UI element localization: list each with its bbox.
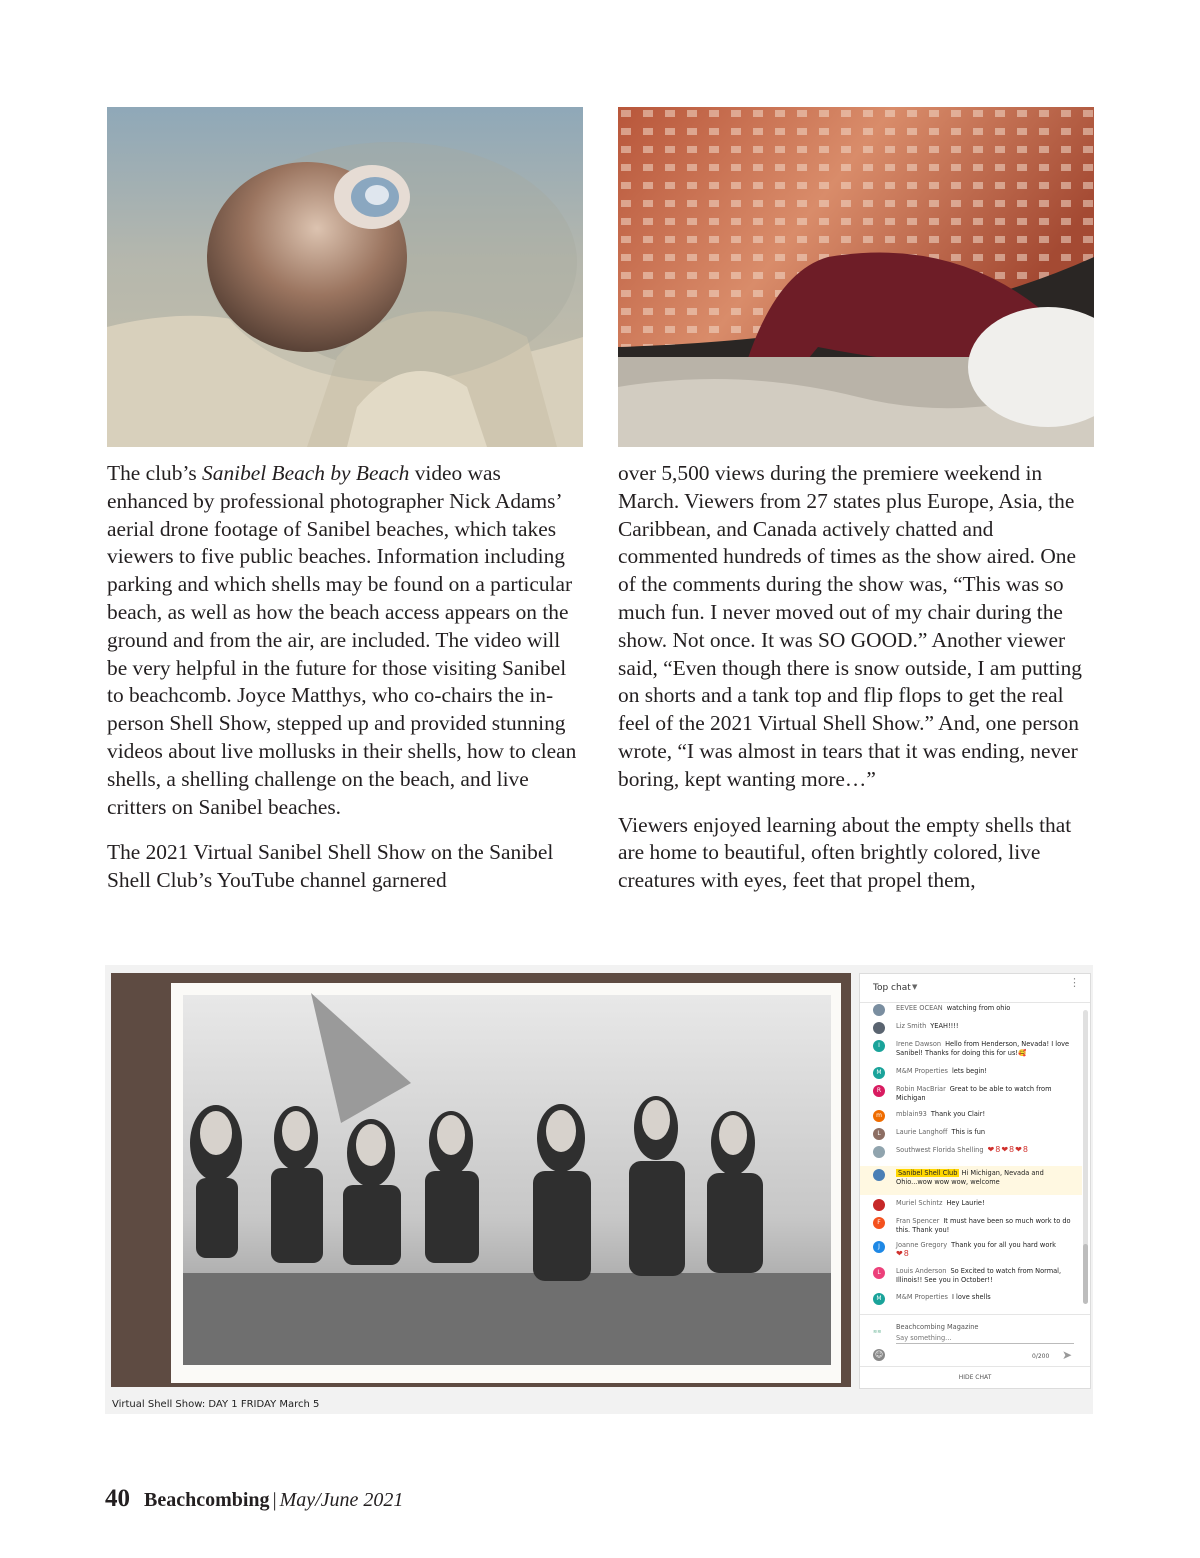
avatar: M — [873, 1293, 885, 1305]
chat-message — [860, 1110, 1082, 1128]
chat-message — [860, 1085, 1082, 1110]
chat-message — [860, 1199, 1082, 1217]
chat-message — [860, 1267, 1082, 1293]
avatar: L — [873, 1267, 885, 1279]
moon-snail-photo — [107, 107, 583, 447]
chat-author: M&M Properties — [896, 1067, 948, 1075]
char-counter: 0/200 — [1032, 1353, 1050, 1360]
top-chat-dropdown[interactable]: Top chat — [873, 983, 911, 993]
page-footer — [105, 1485, 403, 1513]
avatar — [873, 1022, 885, 1034]
chat-message — [860, 1128, 1082, 1146]
avatar: m — [873, 1110, 885, 1122]
right-column — [618, 460, 1094, 895]
chat-author: M&M Properties — [896, 1293, 948, 1301]
chat-author: EEVEE OCEAN — [896, 1004, 943, 1012]
chat-message — [860, 1067, 1082, 1085]
chat-text: Thank you Clair! — [930, 1110, 986, 1118]
stream-caption: Virtual Shell Show: DAY 1 FRIDAY March 5 — [112, 1399, 320, 1410]
chat-author: Irene Dawson — [896, 1040, 942, 1048]
avatar: J — [873, 1241, 885, 1253]
chat-message-highlighted — [860, 1166, 1082, 1195]
heart-icon: ❤8 — [896, 1248, 910, 1258]
paragraph: over 5,500 views during the premiere weekend in March. Viewers from 27 states plus Europe, Asia, the Caribbean, and Canada actively chatted and commented hundreds of times as the show aired. One of the comments during the show was, “This was so much fun. I never moved out of my chair during the show. Not once. It was SO GOOD.” Another viewer said, “Even though there is snow outside, I am putting on shorts and a tank top and flip flops to get the real feel of the 2021 Virtual Shell Show.” And, one person wrote, “I was almost in tears that it was ending, never boring, kept wanting more…” — [618, 461, 1082, 791]
avatar: M — [873, 1067, 885, 1079]
avatar: F — [873, 1217, 885, 1229]
send-icon[interactable]: ➤ — [1062, 1348, 1073, 1362]
page-number: 40 — [105, 1485, 130, 1512]
footer-separator: | — [272, 1489, 277, 1511]
text-run: The club’s — [107, 461, 203, 485]
chat-message — [860, 1022, 1082, 1040]
chat-text: It must have been so much work to do this. Thank you! — [896, 1217, 1071, 1234]
video-title: Sanibel Beach by Beach — [202, 461, 410, 485]
channel-logo-icon: ≋≋ — [873, 1329, 882, 1335]
emoji-icon[interactable]: ☺ — [874, 1350, 884, 1359]
chat-message — [860, 1217, 1082, 1241]
chat-message — [860, 1293, 1082, 1311]
hide-chat-button[interactable]: HIDE CHAT — [860, 1366, 1090, 1388]
more-vert-icon[interactable]: ⋮ — [1069, 976, 1080, 989]
chat-author: Southwest Florida Shelling — [896, 1146, 984, 1154]
avatar: R — [873, 1085, 885, 1097]
chat-header — [860, 974, 1090, 1003]
chat-author: Liz Smith — [896, 1022, 927, 1030]
livestream-screenshot — [105, 965, 1093, 1414]
chat-text: Hi Michigan, Nevada and Ohio...wow wow wow, welcome — [896, 1169, 1044, 1186]
chat-scrollbar-thumb[interactable] — [1083, 1244, 1088, 1304]
chat-text: Hey Laurie! — [946, 1199, 985, 1207]
paragraph: Viewers enjoyed learning about the empty shells that are home to beautiful, often brightly colored, live creatures with eyes, feet that propel them, — [618, 812, 1072, 893]
avatar: L — [873, 1128, 885, 1140]
chat-message-list — [860, 1004, 1082, 1311]
chat-author: Joanne Gregory — [896, 1241, 948, 1249]
owner-badge: Sanibel Shell Club — [898, 1169, 958, 1177]
avatar — [873, 1169, 885, 1181]
caret-down-icon[interactable]: ▼ — [912, 983, 918, 991]
paragraph: The 2021 Virtual Sanibel Shell Show on the Sanibel Shell Club’s YouTube channel garnered — [107, 840, 554, 893]
issue-date: May/June 2021 — [279, 1489, 404, 1511]
chat-message — [860, 1040, 1082, 1067]
left-column — [107, 460, 577, 895]
chat-message — [860, 1004, 1082, 1022]
chat-message — [860, 1146, 1082, 1166]
chat-author: Robin MacBriar — [896, 1085, 946, 1093]
chat-text: I love shells — [951, 1293, 991, 1301]
chat-author: Laurie Langhoff — [896, 1128, 948, 1136]
conch-photo — [618, 107, 1094, 447]
chat-message — [860, 1241, 1082, 1267]
chat-message-input[interactable] — [896, 1333, 1074, 1344]
chat-author: mblain93 — [896, 1110, 927, 1118]
live-chat-panel — [859, 973, 1091, 1389]
paragraph — [107, 460, 577, 821]
chat-author: Louis Anderson — [896, 1267, 947, 1275]
chat-text: watching from ohio — [946, 1004, 1011, 1012]
text-run: video was enhanced by professional photographer Nick Adams’ aerial drone footage of Sanibel beaches, which takes viewers to five public beaches. Information including parking and which shells may be found on a particular beach, as well as how the beach access appears on the ground and from the air, are included. The video will be very helpful in the future for those visiting Sanibel to beachcomb. Joyce Matthys, who co-chairs the in-person Shell Show, stepped up and provided stunning videos about live mollusks in their shells, how to clean shells, a shelling challenge on the beach, and live critters on Sanibel beaches. — [107, 461, 577, 819]
avatar: I — [873, 1040, 885, 1052]
avatar — [873, 1004, 885, 1016]
avatar — [873, 1199, 885, 1211]
chat-text: YEAH!!!! — [930, 1022, 959, 1030]
chat-text: So Excited to watch from Normal, Illinois!! See you in October!! — [896, 1267, 1062, 1284]
chat-user-name: Beachcombing Magazine — [896, 1323, 979, 1331]
chat-text: Thank you for all you hard work — [951, 1241, 1056, 1249]
avatar — [873, 1146, 885, 1158]
chat-input-area — [860, 1314, 1090, 1365]
chat-text: This is fun — [951, 1128, 986, 1136]
chat-author: Fran Spencer — [896, 1217, 940, 1225]
chat-text: Hello from Henderson, Nevada! I love Sanibel! Thanks for doing this for us!🥰 — [896, 1040, 1070, 1057]
chat-author: Muriel Schintz — [896, 1199, 943, 1207]
chat-text: lets begin! — [951, 1067, 988, 1075]
heart-icon: ❤8❤8❤8 — [987, 1145, 1029, 1154]
vintage-beach-photo — [111, 973, 851, 1387]
chat-text: Great to be able to watch from Michigan — [896, 1085, 1052, 1102]
magazine-name: Beachcombing — [144, 1489, 270, 1511]
